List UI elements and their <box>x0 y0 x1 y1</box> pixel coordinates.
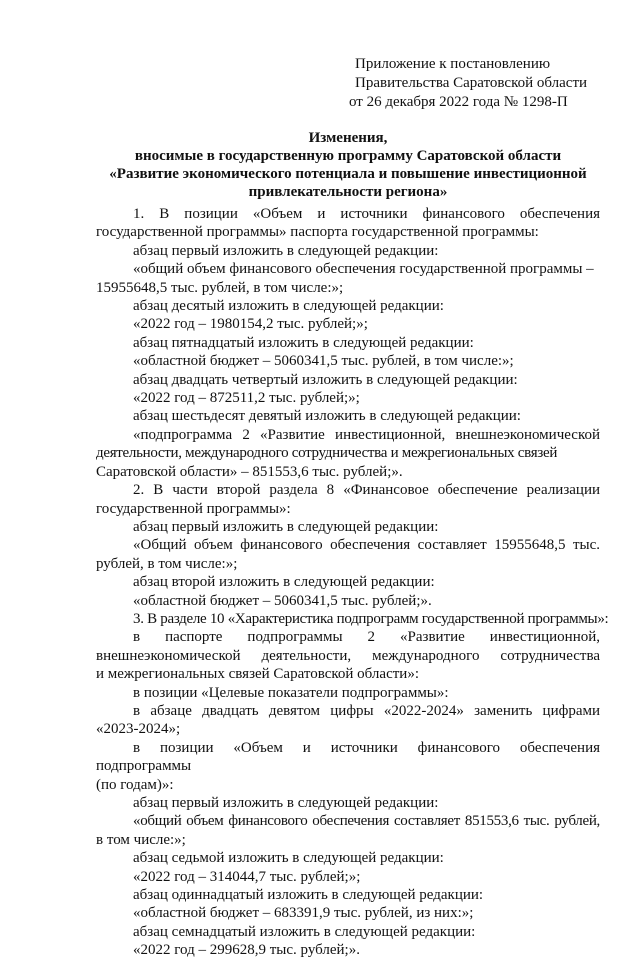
text-line: в позиции «Целевые показатели подпрограммы»: <box>133 684 449 701</box>
text-line: абзац первый изложить в следующей редакции: <box>133 518 439 535</box>
text-line: «2022 год – 1980154,2 тыс. рублей;»; <box>133 316 368 333</box>
text-line: абзац одиннадцатый изложить в следующей редакции: <box>133 887 484 904</box>
text-line: Саратовской области» – 851553,6 тыс. рублей;». <box>96 463 403 480</box>
text-line: абзац двадцать четвертый изложить в следующей редакции: <box>133 371 518 388</box>
text-line: государственной программы» паспорта государственной программы: <box>96 224 539 241</box>
text-line: абзац пятнадцатый изложить в следующей редакции: <box>133 334 474 351</box>
text-line: рублей, в том числе:»; <box>96 555 238 572</box>
title-line: привлекательности региона» <box>248 184 448 200</box>
text-line: «2022 год – 872511,2 тыс. рублей;»; <box>133 390 360 407</box>
text-line: «2023-2024»; <box>96 721 181 738</box>
text-line: абзац второй изложить в следующей редакции: <box>133 574 435 591</box>
text-line: абзац седьмой изложить в следующей редакции: <box>133 850 444 867</box>
text-line: в абзаце двадцать девятом цифры «2022-2024» заменить цифрами <box>133 702 600 719</box>
title-line: Изменения, <box>308 130 388 146</box>
header-line: от 26 декабря 2022 года № 1298-П <box>349 94 568 110</box>
text-line: деятельности, международного сотрудничества и межрегиональных связей <box>96 445 558 462</box>
document-title <box>96 129 600 201</box>
text-line: абзац первый изложить в следующей редакции: <box>133 242 439 259</box>
text-line: «областной бюджет – 683391,9 тыс. рублей, из них:»; <box>133 905 474 922</box>
text-line: «Общий объем финансового обеспечения составляет 15955648,5 тыс. <box>133 537 600 554</box>
text-line: «2022 год – 314044,7 тыс. рублей;»; <box>133 868 361 885</box>
text-line: «областной бюджет – 5060341,5 тыс. рублей, в том числе:»; <box>133 353 514 370</box>
text-line: «2022 год – 299628,9 тыс. рублей;». <box>133 942 360 959</box>
text-line: в паспорте подпрограммы 2 «Развитие инвестиционной, <box>133 629 600 646</box>
text-line: «подпрограмма 2 «Развитие инвестиционной, внешнеэкономической <box>133 426 600 443</box>
text-line: 2. В части второй раздела 8 «Финансовое обеспечение реализации <box>133 482 600 499</box>
text-line: абзац семнадцатый изложить в следующей редакции: <box>133 923 476 940</box>
header-line: Приложение к постановлению <box>355 56 551 72</box>
text-line: и межрегиональных связей Саратовской области»: <box>96 666 419 683</box>
text-line: 3. В разделе 10 «Характеристика подпрограмм государственной программы»: <box>133 610 609 627</box>
text-line: «областной бюджет – 5060341,5 тыс. рублей;». <box>133 592 432 609</box>
title-line: вносимые в государственную программу Саратовской области <box>134 148 562 164</box>
text-line: 15955648,5 тыс. рублей, в том числе:»; <box>96 279 344 296</box>
text-line: абзац первый изложить в следующей редакции: <box>133 795 439 811</box>
text-line: «общий объем финансового обеспечения составляет 851553,6 тыс. рублей, <box>133 813 600 830</box>
appendix-header <box>349 55 587 112</box>
text-line: «общий объем финансового обеспечения государственной программы – <box>133 261 594 278</box>
text-line: внешнеэкономической деятельности, международного сотрудничества <box>96 647 600 664</box>
text-line: в том числе:»; <box>96 831 186 848</box>
document-body <box>96 205 609 960</box>
header-line: Правительства Саратовской области <box>355 75 588 91</box>
text-line: (по годам)»: <box>96 776 174 793</box>
title-line: «Развитие экономического потенциала и повышение инвестиционной <box>109 166 587 182</box>
text-line: 1. В позиции «Объем и источники финансового обеспечения <box>133 206 600 222</box>
text-line: абзац десятый изложить в следующей редакции: <box>133 298 444 315</box>
text-line: государственной программы»: <box>96 500 291 517</box>
text-line: в позиции «Объем и источники финансового обеспечения подпрограммы <box>96 739 600 775</box>
text-line: абзац шестьдесят девятый изложить в следующей редакции: <box>133 408 521 425</box>
